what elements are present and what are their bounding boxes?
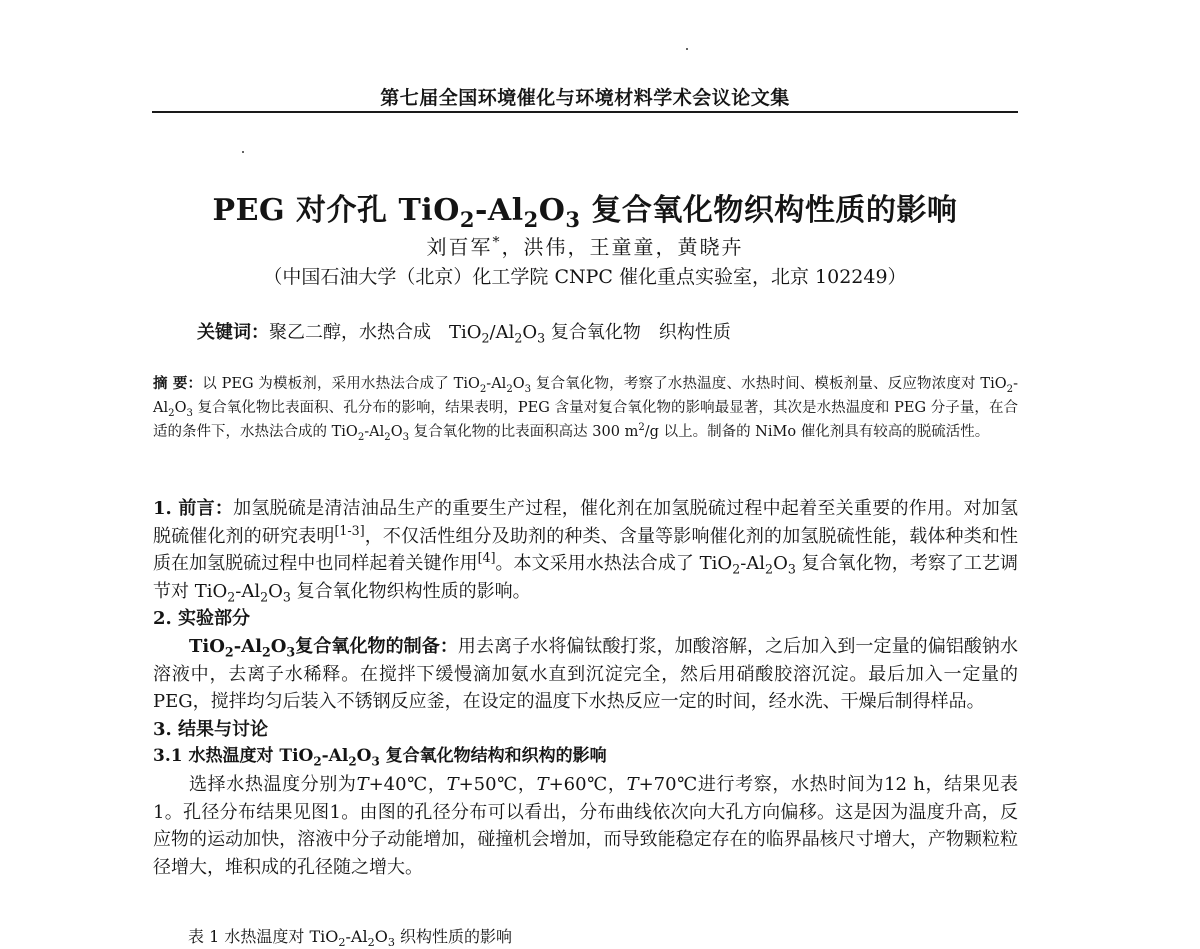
keywords-label: 关键词： [197,322,269,343]
section2-heading: 2. 实验部分 [153,608,251,630]
scan-speck [686,48,688,50]
preparation-paragraph: $TiO_2-Al_2O_3$复合氧化物的制备：用去离子水将偏钛酸打浆，加酸溶解，之后加入到一定量的偏铝酸钠水溶液中，去离子水稀释。在搅拌下缓慢滴加氨水直到沉淀完全，然后用硝酸胶溶沉淀。最后加入一定量的 PEG，搅拌均匀后装入不锈钢反应釜，在设定的温度下水热反应一定的时间，经水洗、干燥后制得样品。 [153,635,1018,713]
citation: [4] [477,550,496,566]
affiliation: （中国石油大学（北京）化工学院 CNPC 催化重点实验室，北京 102249） [263,266,907,288]
section1-heading: 1. 前言： [153,498,234,519]
results-paragraph: 选择水热温度分别为T+40℃，T+50℃，T+60℃，T+70℃进行考察，水热时间为12 h，结果见表1。孔径分布结果见图1。由图的孔径分布可以看出，分布曲线依次向大孔方向偏移。这是因为温度升高，反应物的运动加快，溶液中分子动能增加，碰撞机会增加，而导致能稳定存在的临界晶核尺寸增大，产物颗粒粒径增大，堆积成的孔径随之增大。 [153,773,1019,878]
subsection-3-1-heading: 3.1 水热温度对 $TiO_2-Al_2O_3$ 复合氧化物结构和织构的影响 [153,746,607,769]
running-header: 第七届全国环境催化与环境材料学术会议论文集 [380,87,790,109]
paper-title: PEG 对介孔 $TiO_2-Al_2O_3$ 复合氧化物织构性质的影响 [212,193,958,232]
header-rule [152,111,1018,113]
abstract: 摘 要：以 PEG 为模板剂，采用水热法合成了 $TiO_2-Al_2O_3$ 复合氧化物，考察了水热温度、水热时间、模板剂量、反应物浓度对 $TiO_2-Al_2O_3$ 复合氧化物比表面积、孔分布的影响，结果表明，PEG 含量对复合氧化物的影响最显著，其次是水热温度和 PEG 分子量，在合适的条件下，水热法合成的 $TiO_2-Al_2O_3$ 复合氧化物的比表面积高达 300 $m^2/g$ 以上。制备的 NiMo 催化剂具有较高的脱硫活性。 [153,375,1018,443]
body-text [153,495,1018,881]
intro-paragraph: 1. 前言：加氢脱硫是清洁油品生产的重要生产过程，催化剂在加氢脱硫过程中起着至关重要的作用。对加氢脱硫催化剂的研究表明[1-3]，不仅活性组分及助剂的种类、含量等影响催化剂的加氢脱硫性能，载体种类和性质在加氢脱硫过程中也同样起着关键作用[4]。本文采用水热法合成了 $TiO_2-Al_2O_3$ 复合氧化物，考察了工艺调节对 $TiO_2-Al_2O_3$ 复合氧化物织构性质的影响。 [153,498,1019,605]
section3-heading: 3. 结果与讨论 [153,718,269,740]
authors: 刘百军*，洪伟，王童童，黄晓卉 [426,234,744,259]
keywords: 关键词：聚乙二醇，水热合成 $TiO_2/Al_2O_3$ 复合氧化物 织构性质 [197,322,731,346]
abstract-label: 摘 要： [153,375,203,392]
table-caption: 表 1 水热温度对 $TiO_2-Al_2O_3$ 织构性质的影响 [188,927,513,949]
scan-speck [242,151,244,153]
citation: [1-3] [334,522,365,538]
